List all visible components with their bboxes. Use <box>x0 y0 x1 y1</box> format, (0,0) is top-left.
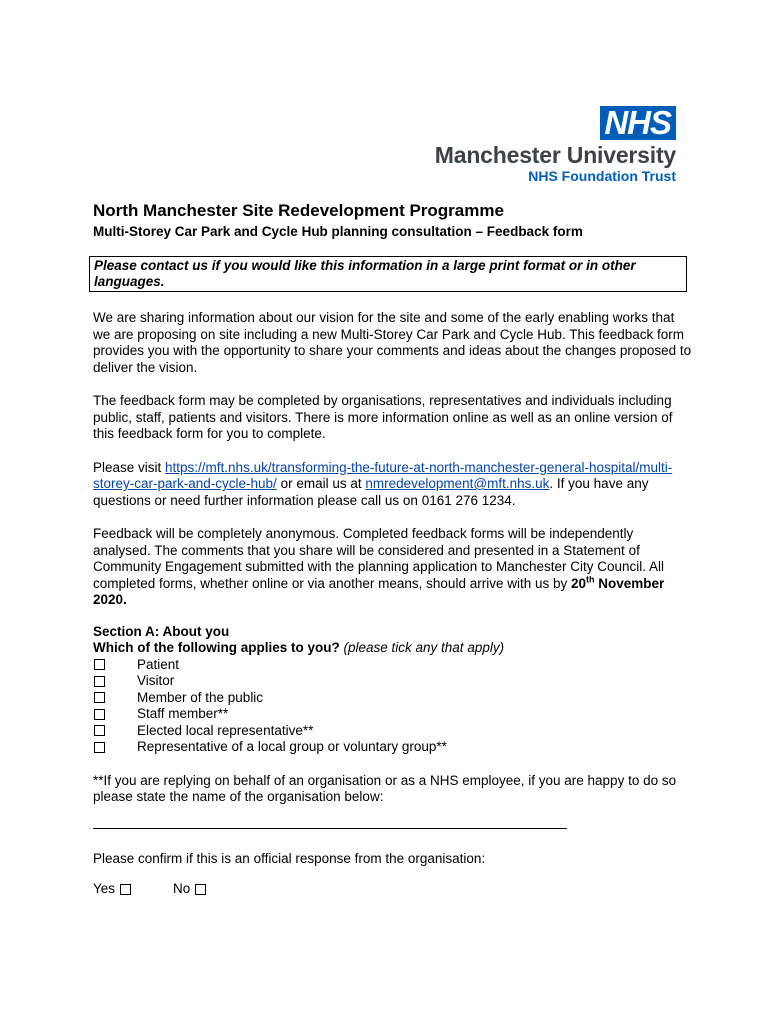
no-label: No <box>173 881 191 896</box>
intro-paragraph-4 <box>93 526 693 609</box>
no-checkbox[interactable] <box>195 884 206 895</box>
deadline-suffix: th <box>586 574 595 584</box>
deadline-month: November 2020. <box>93 575 665 607</box>
email-text: or email us at <box>276 476 366 491</box>
email-link[interactable]: nmredevelopment@mft.nhs.uk <box>365 476 550 491</box>
checkbox[interactable] <box>94 709 105 720</box>
section-a-heading: Section A: About you <box>93 623 230 639</box>
official-response-prompt: Please confirm if this is an official response from the organisation: <box>93 850 486 866</box>
organisation-name: Manchester University <box>434 142 676 168</box>
option-visitor[interactable] <box>93 673 693 690</box>
page-subtitle: Multi-Storey Car Park and Cycle Hub planning consultation – Feedback form <box>93 224 583 239</box>
nhs-logo <box>435 106 676 184</box>
option-patient[interactable] <box>93 657 693 674</box>
option-group-representative[interactable] <box>93 739 693 756</box>
option-label: Staff member** <box>137 706 229 721</box>
intro-paragraph-3 <box>93 460 693 510</box>
option-label: Representative of a local group or voluntary group** <box>137 739 447 754</box>
visit-text: Please visit <box>93 459 166 475</box>
option-label: Patient <box>137 656 180 672</box>
option-member-of-public[interactable] <box>93 690 693 707</box>
yes-label: Yes <box>93 881 116 896</box>
checkbox[interactable] <box>94 742 105 753</box>
checkbox[interactable] <box>94 725 105 736</box>
question-text: Which of the following applies to you? <box>93 640 340 655</box>
checkbox[interactable] <box>94 692 105 703</box>
intro-paragraph-2: The feedback form may be completed by organisations, representatives and individuals including public, staff, patients and visitors. There is more information online as well as an online version of this feedback form for you to complete. <box>93 393 673 441</box>
document-body <box>93 201 693 898</box>
option-staff-member[interactable] <box>93 706 693 723</box>
contact-text: . If you have any questions or need further information please call us on 0161 276 1234. <box>93 476 649 508</box>
yes-checkbox[interactable] <box>120 884 131 895</box>
option-label: Elected local representative** <box>137 722 314 738</box>
question <box>93 640 693 657</box>
organisation-note: **If you are replying on behalf of an organisation or as a NHS employee, if you are happy to do so please state the name of the organisation below: <box>93 772 677 804</box>
question-hint: (please tick any that apply) <box>343 640 505 655</box>
option-elected-representative[interactable] <box>93 723 693 740</box>
yes-option[interactable] <box>93 881 131 898</box>
official-response-options <box>93 881 693 898</box>
option-label: Member of the public <box>137 689 264 705</box>
checkbox[interactable] <box>94 676 105 687</box>
consultation-link[interactable]: https://mft.nhs.uk/transforming-the-future-at-north-manchester-general-hospital/multi-storey-car-park-and-cycle-hub/ <box>93 459 673 491</box>
page-title: North Manchester Site Redevelopment Programme <box>93 201 504 220</box>
accessibility-notice: Please contact us if you would like this information in a large print format or in other languages. <box>89 256 687 292</box>
anonymity-text: Feedback will be completely anonymous. Completed feedback forms will be independently analysed. The comments that you share will be considered and presented in a Statement of Community Engagement submitted with the planning application to Manchester City Council. All completed forms, whether online or via another means, should arrive with us by <box>93 526 665 591</box>
organisation-name-field[interactable] <box>93 828 567 829</box>
checkbox[interactable] <box>94 659 105 670</box>
option-label: Visitor <box>137 673 175 688</box>
deadline-day: 20 <box>570 575 587 591</box>
trust-name: NHS Foundation Trust <box>528 168 676 184</box>
no-option[interactable] <box>173 881 206 898</box>
intro-paragraph-1: We are sharing information about our vision for the site and some of the early enabling works that we are proposing on site including a new Multi-Storey Car Park and Cycle Hub. This feedback form provides you with the opportunity to share your comments and ideas about the changes proposed to deliver the vision. <box>93 310 692 375</box>
nhs-wordmark: NHS <box>600 106 676 140</box>
